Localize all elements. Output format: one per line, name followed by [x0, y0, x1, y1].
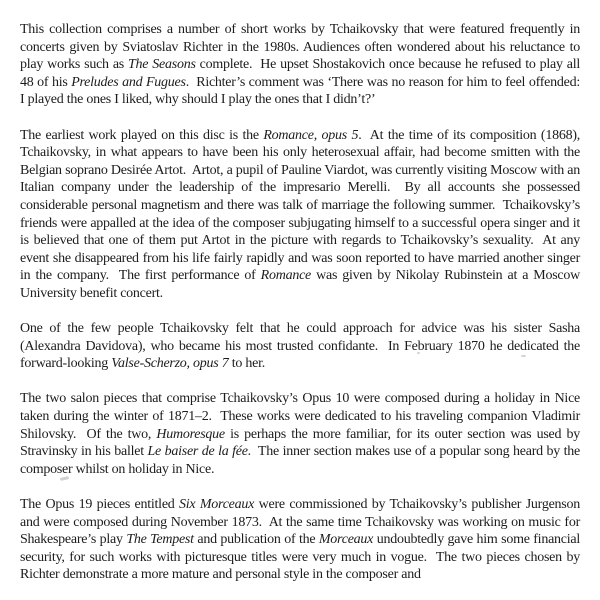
italic-text-run: The Tempest: [126, 532, 194, 548]
text-run: The earliest work played on this disc is the: [20, 127, 264, 143]
paragraph: [20, 127, 580, 303]
text-run: The Opus 19 pieces entitled: [20, 497, 180, 513]
italic-text-run: Le baiser de la fée: [147, 444, 248, 460]
text-run: were commissioned by Tchaikovsky’s publisher Jurgenson and were composed during November 1873. At the same time Tchaikovsky was working on music for Shakespeare’s play: [20, 497, 580, 548]
document-text: [20, 21, 580, 584]
italic-text-run: Six Morceaux: [179, 497, 255, 513]
text-run: The two salon pieces that comprise Tchaikovsky’s Opus 10 were composed during a holiday in Nice taken during the winter of 1871–2. These works were dedicated to his traveling companion Vladimir Shilovsky. Of the two,: [20, 391, 580, 442]
italic-text-run: Romance, opus 5: [263, 127, 359, 143]
italic-text-run: Humoresque: [156, 426, 225, 442]
text-run: is perhaps the more familiar, for its outer section was used by Stravinsky in his ballet: [20, 426, 580, 460]
italic-text-run: Morceaux: [318, 532, 374, 548]
italic-text-run: The Seasons: [128, 57, 196, 73]
paragraph: [20, 21, 580, 109]
paragraph: [20, 496, 580, 584]
scan-artifact: [521, 355, 526, 357]
text-run: was given by Nikolay Rubinstein at a Moscow University benefit concert.: [20, 268, 581, 301]
scan-artifact: [417, 352, 420, 354]
text-run: . At the time of its composition (1868), Tchaikovsky, in what appears to have been his only heterosexual affair, had become smitten with the Belgian soprano Desirée Artot. Artot, a pupil of Pauline Viardot, was currently visiting Moscow with an Italian company under the leadership of the impresario Merelli. By all accounts she possessed considerable personal magnetism and there was talk of marriage the following summer. Tchaikovsky’s friends were appalled at the idea of the composer subjugating himself to a successful opera singer and it is believed that one of them put Artot in the picture with regards to Tchaikovsky’s sexuality. At any event she disappeared from his life fairly rapidly and was soon reported to have married another singer in the company. The first performance of: [20, 127, 580, 284]
text-run: . Richter’s comment was ‘There was no reason for him to feel offended: I played the ones I liked, why should I play the ones that I didn’t?’: [20, 74, 580, 108]
text-run: . The inner section makes use of a popular song heard by the composer whilst on holiday in Nice.: [20, 444, 580, 477]
text-run: One of the few people Tchaikovsky felt that he could approach for advice was his sister Sasha (Alexandra Davidova), who became his most trusted confidante. In February 1870 he dedicated the forward-looking: [20, 321, 580, 372]
italic-text-run: Romance: [260, 268, 312, 284]
text-run: complete. He upset Shostakovich once because he refused to play all 48 of his: [20, 57, 580, 90]
text-run: This collection comprises a number of short works by Tchaikovsky that were featured frequently in concerts given by Sviatoslav Richter in the 1980s. Audiences often wondered about his reluctance to play works such as: [20, 22, 580, 73]
paragraph: [20, 390, 580, 478]
text-run: to her.: [228, 356, 266, 372]
italic-text-run: Preludes and Fugues: [71, 74, 186, 90]
paragraph: [20, 320, 580, 373]
text-run: and publication of the: [193, 532, 319, 548]
text-run: undoubtedly gave him some financial security, for such works with picturesque titles were very much in vogue. The two pieces chosen by Richter demonstrate a more mature and personal style in the composer and: [20, 532, 580, 583]
italic-text-run: Valse-Scherzo, opus 7: [111, 356, 229, 372]
